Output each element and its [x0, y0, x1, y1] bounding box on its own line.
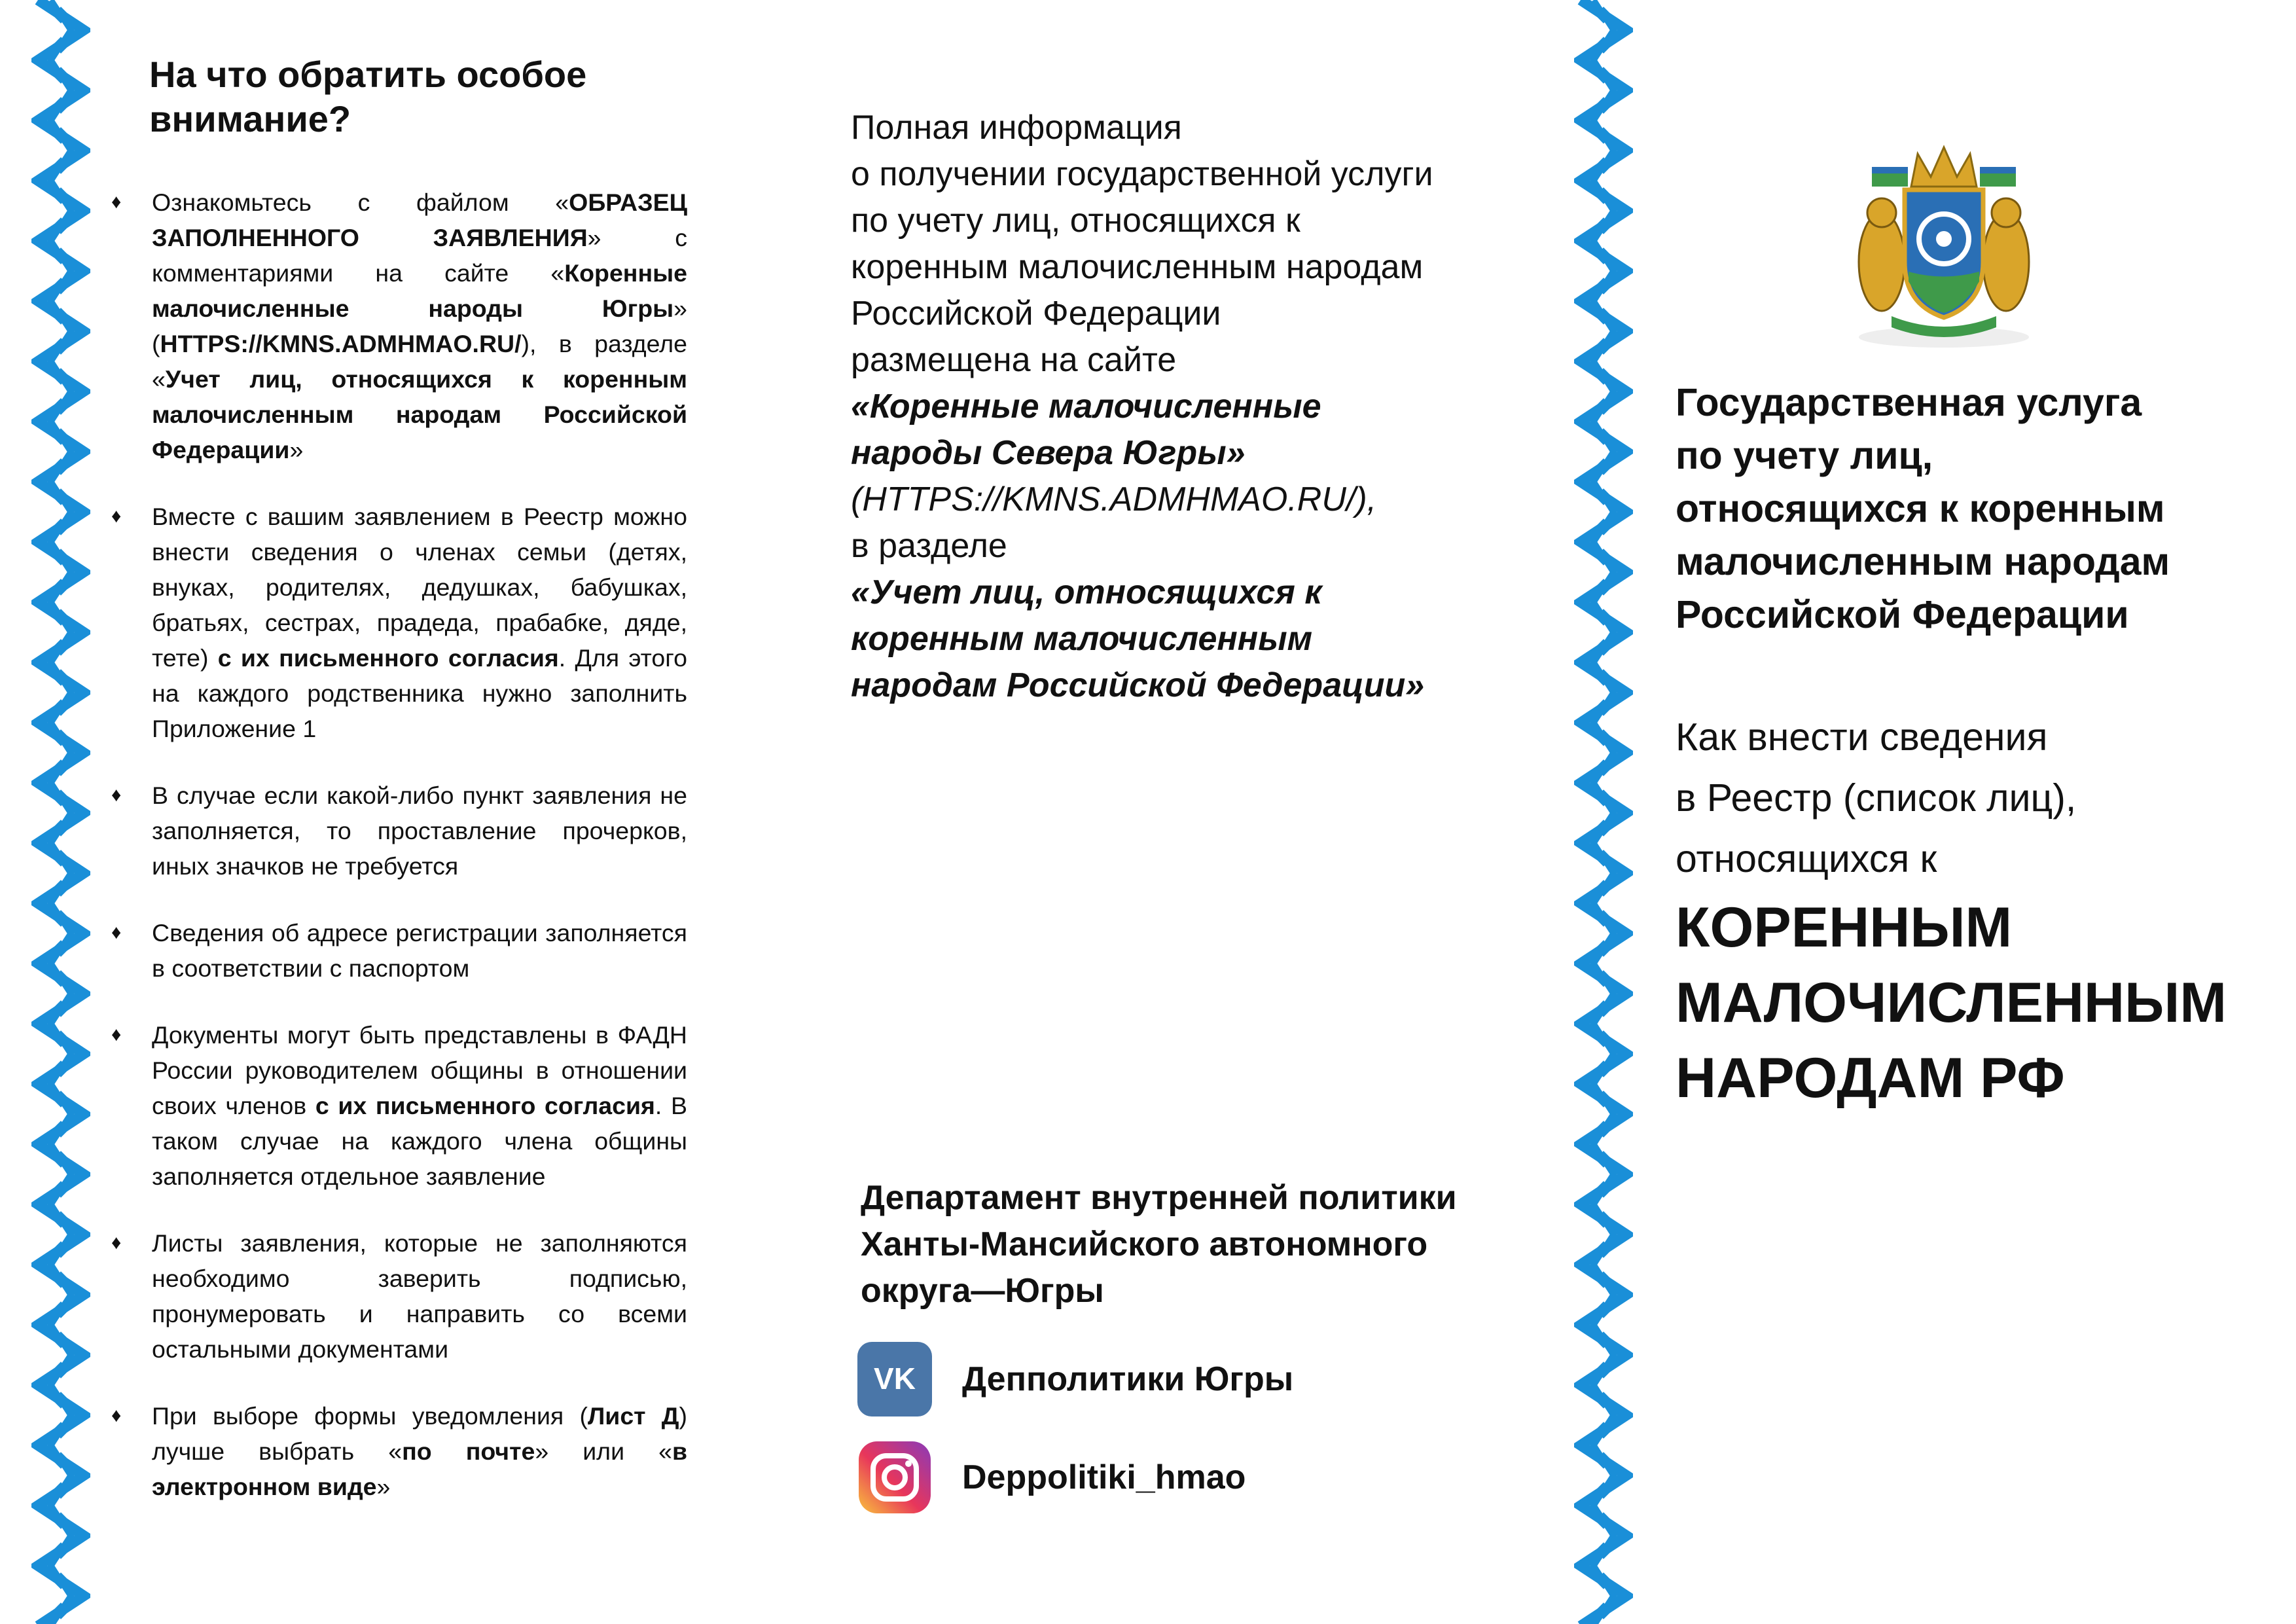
text-run: » ( [152, 295, 687, 357]
how-to-text [1676, 707, 2265, 890]
big-title-line: НАРОДАМ РФ [1676, 1047, 2065, 1110]
ornament-zigzag [1594, 0, 1613, 1624]
section-intro: в разделе [851, 527, 1007, 565]
department-line: Ханты-Мансийского автономного [861, 1225, 1428, 1263]
text-run: » с комментариями на сайте « [152, 224, 687, 287]
attention-item [111, 185, 687, 467]
attention-item [111, 499, 687, 746]
vk-label[interactable]: Депполитики Югры [962, 1360, 1294, 1398]
text-run: Документы могут быть представлены в ФАДН России руководителем общины в отношении своих членов [152, 1021, 687, 1119]
site-name-line: народы Севера Югры» [851, 434, 1246, 472]
text-run: » [289, 436, 304, 463]
bullet-diamond-icon: ♦ [111, 1232, 122, 1254]
ornament-zigzag [1581, 0, 1626, 1624]
section-name-line: коренным малочисленным [851, 620, 1313, 658]
section-name-line: народам Российской Федерации» [851, 666, 1425, 704]
attention-item-text [152, 1229, 687, 1363]
attention-title-line: На что обратить особое [149, 54, 587, 95]
bullet-diamond-icon: ♦ [111, 1024, 122, 1045]
text-run: В случае если какой-либо пункт заявления не заполняется, то проставление прочерков, иных значков не требуется [152, 782, 687, 880]
ornament-zigzag [38, 0, 84, 1624]
text-run: Ознакомьтесь с файлом « [152, 189, 569, 216]
info-line: Российской Федерации [851, 295, 1221, 333]
attention-item [111, 1398, 687, 1504]
text-run: Вместе с вашим заявлением в Реестр можно внести сведения о членах семьи (детях, внуках, родителях, дедушках, бабушках, братьях, сестрах, прадеда, прабабке, дяде, тете) [152, 503, 687, 672]
attention-item-text [152, 1021, 687, 1190]
big-title-line: КОРЕННЫМ [1676, 896, 2013, 959]
attention-item-text [152, 503, 687, 742]
text-run: » или « [535, 1437, 672, 1465]
bold-run: HTTPS://KMNS.ADMHMAO.RU/ [160, 330, 522, 357]
text-run: . В таком случае на каждого члена общины заполняется отдельное заявление [152, 1092, 687, 1190]
attention-item-text [152, 919, 687, 982]
bold-run: Коренные малочисленные народы Югры [152, 259, 687, 322]
text-run: Сведения об адресе регистрации заполняется в соответствии с паспортом [152, 919, 687, 982]
service-title-line: по учету лиц, [1676, 434, 1933, 477]
bold-run: Лист Д [587, 1402, 679, 1430]
info-line: Полная информация [851, 109, 1182, 147]
big-title-line: МАЛОЧИСЛЕННЫМ [1676, 971, 2227, 1034]
info-block [851, 105, 1505, 709]
attention-item [111, 1225, 687, 1367]
bold-run: Учет лиц, относящихся к коренным малочисленным народам Российской Федерации [152, 365, 687, 463]
attention-item [111, 915, 687, 986]
text-run: При выборе формы уведомления ( [152, 1402, 588, 1430]
department-title [861, 1175, 1502, 1314]
left-column [111, 52, 687, 1536]
department-line: Департамент внутренней политики [861, 1179, 1457, 1217]
vk-link[interactable] [857, 1342, 1293, 1416]
bold-run: с их письменного согласия [315, 1092, 655, 1119]
section-name-line: «Учет лиц, относящихся к [851, 573, 1322, 611]
department-line: округа—Югры [861, 1272, 1104, 1310]
bullet-diamond-icon: ♦ [111, 784, 122, 806]
middle-column [851, 105, 1505, 709]
site-name-line: «Коренные малочисленные [851, 388, 1321, 425]
info-line: по учету лиц, относящихся к [851, 202, 1300, 240]
vk-icon[interactable] [857, 1342, 932, 1416]
how-to-line: относящихся к [1676, 837, 1937, 880]
bold-run: в электронном виде [152, 1437, 687, 1500]
text-run: » [376, 1473, 391, 1500]
bold-run: ОБРАЗЕЦ ЗАПОЛНЕННОГО ЗАЯВЛЕНИЯ [152, 189, 687, 251]
big-title [1676, 890, 2265, 1116]
attention-list [111, 185, 687, 1504]
bold-run: с их письменного согласия [217, 644, 559, 672]
ornament-left [31, 0, 90, 1624]
bullet-diamond-icon: ♦ [111, 1405, 122, 1426]
service-title-line: малочисленным народам [1676, 540, 2170, 583]
attention-item-text [152, 782, 687, 880]
text-run: . Для этого на каждого родственника нужно заполнить Приложение 1 [152, 644, 687, 742]
attention-title-line: внимание? [149, 98, 351, 139]
how-to-line: в Реестр (список лиц), [1676, 776, 2077, 820]
service-title-line: относящихся к коренным [1676, 487, 2165, 530]
bullet-diamond-icon: ♦ [111, 505, 122, 527]
site-url[interactable]: (HTTPS://KMNS.ADMHMAO.RU/), [851, 480, 1377, 518]
ornament-zigzag [51, 0, 71, 1624]
info-line: размещена на сайте [851, 341, 1177, 379]
attention-item-text [152, 189, 687, 463]
how-to-line: Как внести сведения [1676, 715, 2048, 759]
attention-title [149, 52, 687, 141]
instagram-link[interactable] [857, 1440, 1246, 1515]
service-title-line: Государственная услуга [1676, 381, 2142, 424]
ornament-middle [1574, 0, 1633, 1624]
text-run: ), в разделе « [152, 330, 687, 393]
attention-item-text [152, 1402, 687, 1500]
service-title [1676, 376, 2265, 641]
text-run: ) лучше выбрать « [152, 1402, 687, 1465]
info-line: о получении государственной услуги [851, 155, 1433, 193]
attention-item [111, 1017, 687, 1194]
bullet-diamond-icon: ♦ [111, 191, 122, 213]
text-run: Листы заявления, которые не заполняются необходимо заверить подписью, пронумеровать и направить со всеми остальными документами [152, 1229, 687, 1363]
bullet-diamond-icon: ♦ [111, 922, 122, 943]
info-line: коренным малочисленным народам [851, 248, 1424, 286]
svg-text:VK: VK [874, 1363, 916, 1396]
bold-run: по почте [402, 1437, 535, 1465]
coat-of-arms [1846, 141, 2042, 350]
instagram-label[interactable]: Deppolitiki_hmao [962, 1458, 1246, 1496]
service-title-line: Российской Федерации [1676, 593, 2129, 636]
attention-item [111, 778, 687, 884]
instagram-icon[interactable] [857, 1440, 932, 1515]
